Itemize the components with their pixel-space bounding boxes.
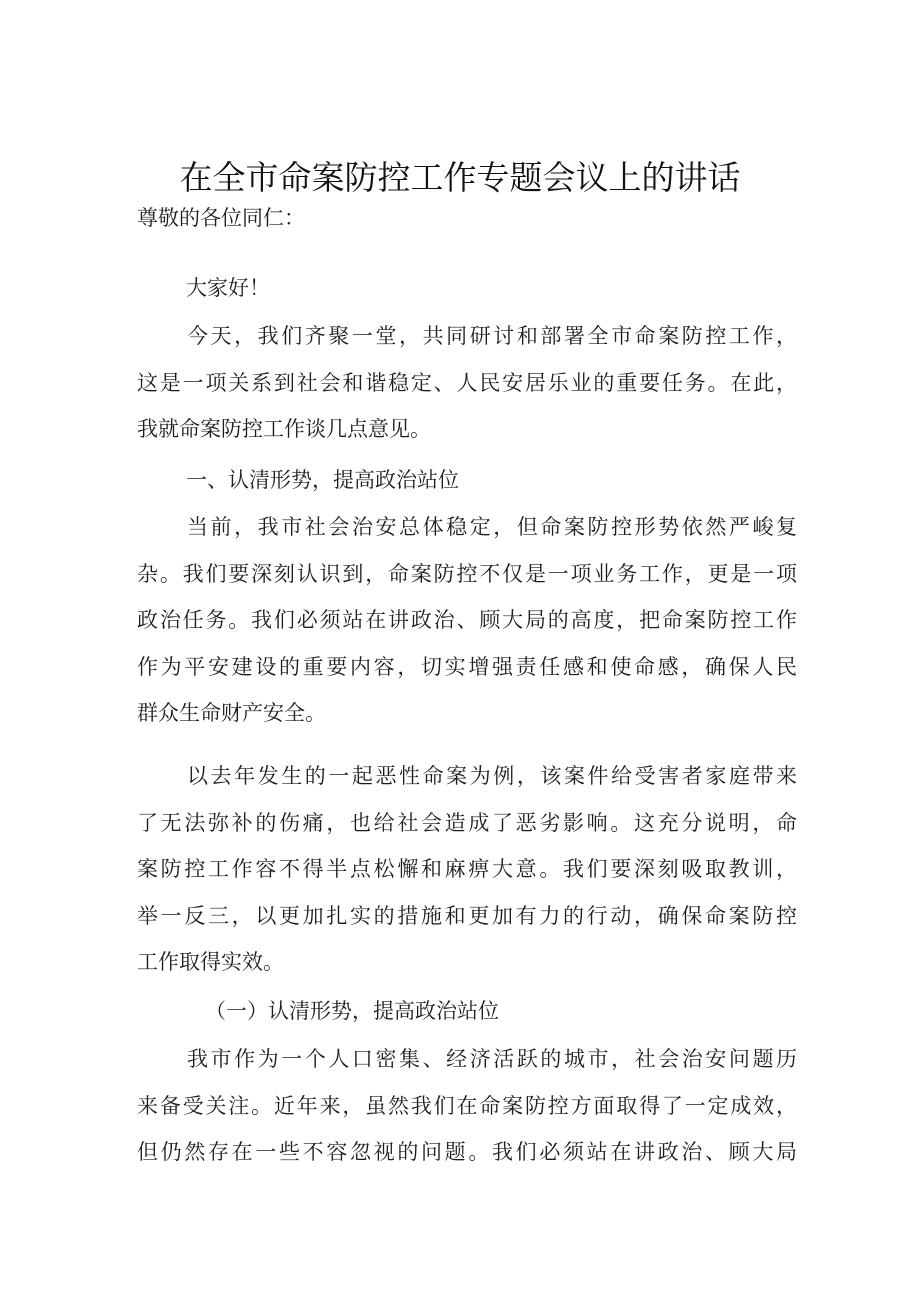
greeting: 大家好！ xyxy=(186,276,270,300)
document-title: 在全市命案防控工作专题会议上的讲话 xyxy=(179,158,741,197)
paragraph-line: 杂。我们要深刻认识到，命案防控不仅是一项业务工作，更是一项 xyxy=(137,561,797,586)
paragraph-line: 我市作为一个人口密集、经济活跃的城市，社会治安问题历 xyxy=(187,1047,797,1071)
paragraph-line: 工作取得实效。 xyxy=(137,950,284,974)
paragraph-line: 但仍然存在一些不容忽视的问题。我们必须站在讲政治、顾大局 xyxy=(137,1140,797,1164)
paragraph-line: 我就命案防控工作谈几点意见。 xyxy=(137,417,431,441)
paragraph-line: 政治任务。我们必须站在讲政治、顾大局的高度，把命案防控工作 xyxy=(137,608,797,632)
paragraph-situation xyxy=(137,504,797,737)
paragraph-line: 今天，我们齐聚一堂，共同研讨和部署全市命案防控工作， xyxy=(187,324,797,348)
section-heading-1: 一、认清形势，提高政治站位 xyxy=(186,468,459,492)
subsection-heading-1: （一）认清形势，提高政治站位 xyxy=(205,999,499,1023)
salutation: 尊敬的各位同仁： xyxy=(137,206,305,230)
paragraph-case-example xyxy=(137,753,797,986)
paragraph-line: 这是一项关系到社会和谐稳定、人民安居乐业的重要任务。在此， xyxy=(137,370,797,395)
paragraph-line: 当前，我市社会治安总体稳定，但命案防控形势依然严峻复 xyxy=(187,515,797,539)
paragraph-city-context xyxy=(137,1036,797,1176)
paragraph-line: 了无法弥补的伤痛，也给社会造成了恶劣影响。这充分说明，命 xyxy=(137,810,797,835)
paragraph-line: 以去年发生的一起恶性命案为例，该案件给受害者家庭带来 xyxy=(187,764,797,788)
paragraph-intro xyxy=(137,313,797,453)
paragraph-line: 举一反三，以更加扎实的措施和更加有力的行动，确保命案防控 xyxy=(137,903,797,928)
paragraph-line: 群众生命财产安全。 xyxy=(137,701,326,725)
paragraph-line: 来备受关注。近年来，虽然我们在命案防控方面取得了一定成效， xyxy=(137,1093,797,1118)
paragraph-line: 作为平安建设的重要内容，切实增强责任感和使命感，确保人民 xyxy=(137,654,797,679)
paragraph-line: 案防控工作容不得半点松懈和麻痹大意。我们要深刻吸取教训， xyxy=(137,857,797,881)
